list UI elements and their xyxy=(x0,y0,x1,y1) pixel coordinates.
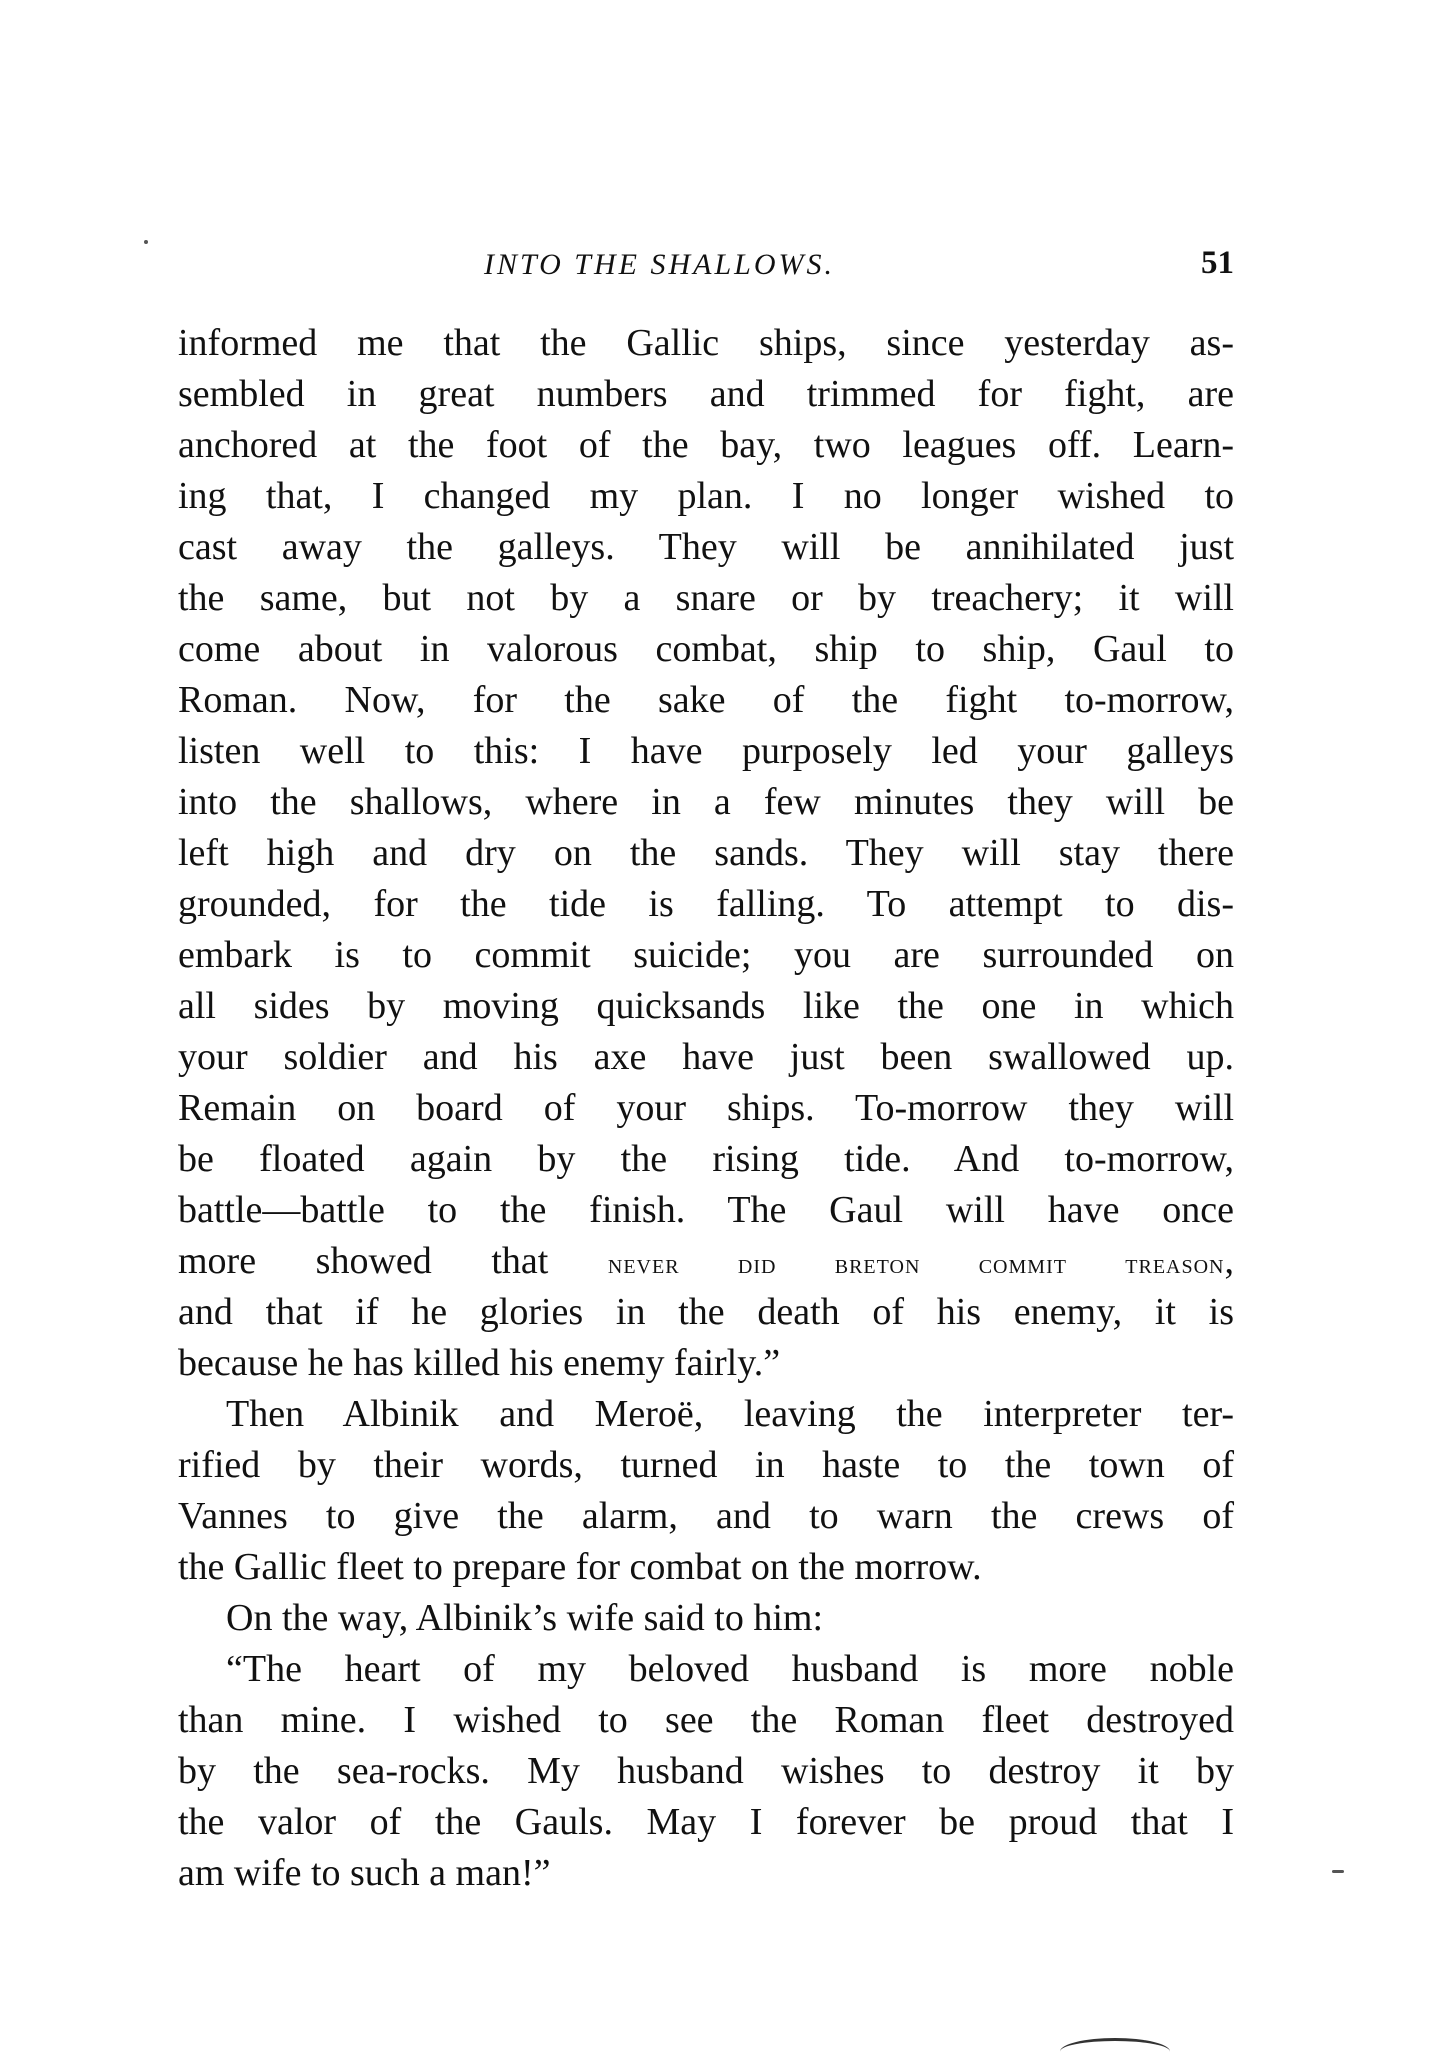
smallcaps-phrase: never did breton commit treason xyxy=(607,1248,1225,1280)
text-line: be floated again by the rising tide. And to-morrow, xyxy=(178,1138,1234,1180)
text-line: and that if he glories in the death of his enemy, it is xyxy=(178,1291,1234,1333)
text-line: cast away the galleys. They will be annihilated just xyxy=(178,526,1234,568)
text-segment: more showed that xyxy=(178,1240,608,1282)
text-line: left high and dry on the sands. They will stay there xyxy=(178,832,1234,874)
text-line: the valor of the Gauls. May I forever be proud that I xyxy=(178,1801,1234,1843)
text-line-with-smallcaps xyxy=(178,1236,1234,1287)
text-line: into the shallows, where in a few minutes they will be xyxy=(178,781,1234,823)
text-line: the Gallic fleet to prepare for combat on the morrow. xyxy=(178,1546,982,1588)
text-line: by the sea-rocks. My husband wishes to destroy it by xyxy=(178,1750,1234,1792)
text-line: all sides by moving quicksands like the one in which xyxy=(178,985,1234,1027)
text-line: Vannes to give the alarm, and to warn the crews of xyxy=(178,1495,1234,1537)
text-line: Roman. Now, for the sake of the fight to-morrow, xyxy=(178,679,1234,721)
page-number: 51 xyxy=(1201,245,1234,281)
text-line: Remain on board of your ships. To-morrow they will xyxy=(178,1087,1234,1129)
text-line: rified by their words, turned in haste to the town of xyxy=(178,1444,1234,1486)
scan-speck xyxy=(144,240,148,244)
text-line: your soldier and his axe have just been swallowed up. xyxy=(178,1036,1234,1078)
text-line: because he has killed his enemy fairly.” xyxy=(178,1342,781,1384)
scan-speck xyxy=(1332,1870,1344,1873)
text-line: than mine. I wished to see the Roman fleet destroyed xyxy=(178,1699,1234,1741)
text-line: come about in valorous combat, ship to ship, Gaul to xyxy=(178,628,1234,670)
paragraph-first-line: “The heart of my beloved husband is more noble xyxy=(226,1648,1234,1690)
text-line: listen well to this: I have purposely led your galleys xyxy=(178,730,1234,772)
paragraph-first-line: On the way, Albinik’s wife said to him: xyxy=(226,1597,824,1639)
text-line: am wife to such a man!” xyxy=(178,1852,551,1894)
text-line: the same, but not by a snare or by treachery; it will xyxy=(178,577,1234,619)
text-segment: , xyxy=(1224,1240,1234,1282)
text-line: sembled in great numbers and trimmed for fight, are xyxy=(178,373,1234,415)
text-line: anchored at the foot of the bay, two leagues off. Learn- xyxy=(178,424,1234,466)
text-line: informed me that the Gallic ships, since yesterday as- xyxy=(178,322,1234,364)
text-line: battle—battle to the finish. The Gaul will have once xyxy=(178,1189,1234,1231)
body-text xyxy=(178,318,1234,1899)
paragraph-first-line: Then Albinik and Meroë, leaving the interpreter ter- xyxy=(226,1393,1234,1435)
text-line: grounded, for the tide is falling. To attempt to dis- xyxy=(178,883,1234,925)
text-line: embark is to commit suicide; you are surrounded on xyxy=(178,934,1234,976)
running-title: INTO THE SHALLOWS. xyxy=(484,248,835,281)
text-line: ing that, I changed my plan. I no longer wished to xyxy=(178,475,1234,517)
page-edge-mark xyxy=(1060,2038,1170,2065)
page-header xyxy=(178,245,1234,298)
